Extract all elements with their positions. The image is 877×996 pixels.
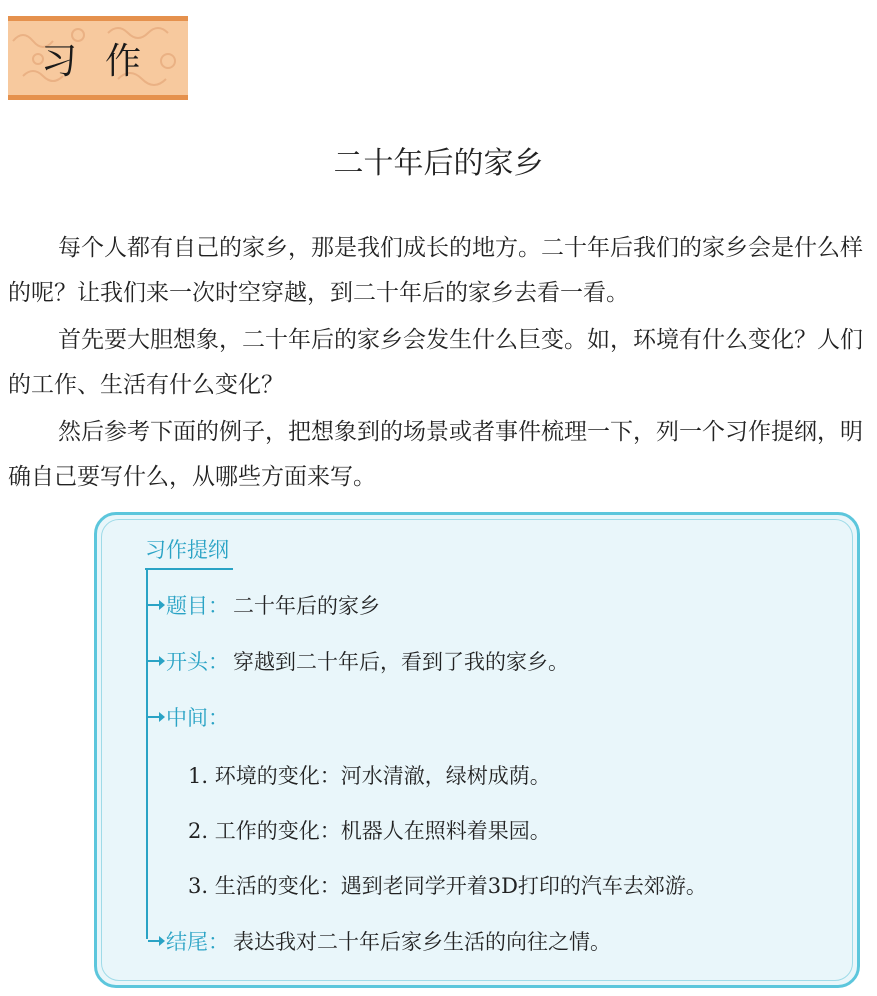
outline-heading: 习作提纲 [145, 538, 229, 562]
arrow-right-icon [148, 940, 160, 942]
arrow-right-icon [148, 716, 160, 718]
outline-heading-underline [145, 568, 233, 570]
imagine-paragraph: 首先要大胆想象，二十年后的家乡会发生什么巨变。如，环境有什么变化？人们的工作、生活有什么变化？ [8, 327, 863, 398]
outline-item-value: 穿越到二十年后，看到了我的家乡。 [233, 650, 569, 674]
intro-paragraph: 每个人都有自己的家乡，那是我们成长的地方。二十年后我们的家乡会是什么样的呢？让我们来一次时空穿越，到二十年后的家乡去看一看。 [8, 235, 863, 306]
section-label: 习作 [40, 40, 169, 82]
outline-item-label: 中间： [166, 706, 229, 730]
section-banner [8, 16, 188, 100]
outline-box [94, 512, 860, 988]
outline-instruction-paragraph: 然后参考下面的例子，把想象到的场景或者事件梳理一下，列一个习作提纲，明确自己要写什么，从哪些方面来写。 [8, 419, 863, 490]
arrow-right-icon [148, 604, 160, 606]
arrow-right-icon [148, 660, 160, 662]
middle-point: 3. 生活的变化：遇到老同学开着3D打印的汽车去郊游。 [188, 874, 707, 898]
outline-item-label: 题目： [166, 594, 229, 618]
outline-item-middle [148, 702, 233, 732]
outline-item-value: 表达我对二十年后家乡生活的向往之情。 [233, 930, 611, 954]
middle-point: 2. 工作的变化：机器人在照料着果园。 [188, 819, 551, 843]
outline-connector-line [146, 568, 148, 939]
outline-item-title [148, 590, 380, 620]
outline-box-inner-border [101, 519, 853, 981]
outline-item-label: 结尾： [166, 930, 229, 954]
middle-point: 1. 环境的变化：河水清澈，绿树成荫。 [188, 764, 551, 788]
outline-item-label: 开头： [166, 650, 229, 674]
outline-item-ending [148, 926, 611, 956]
page-title: 二十年后的家乡 [333, 146, 544, 181]
outline-item-value: 二十年后的家乡 [233, 594, 380, 618]
outline-item-opening [148, 646, 569, 676]
